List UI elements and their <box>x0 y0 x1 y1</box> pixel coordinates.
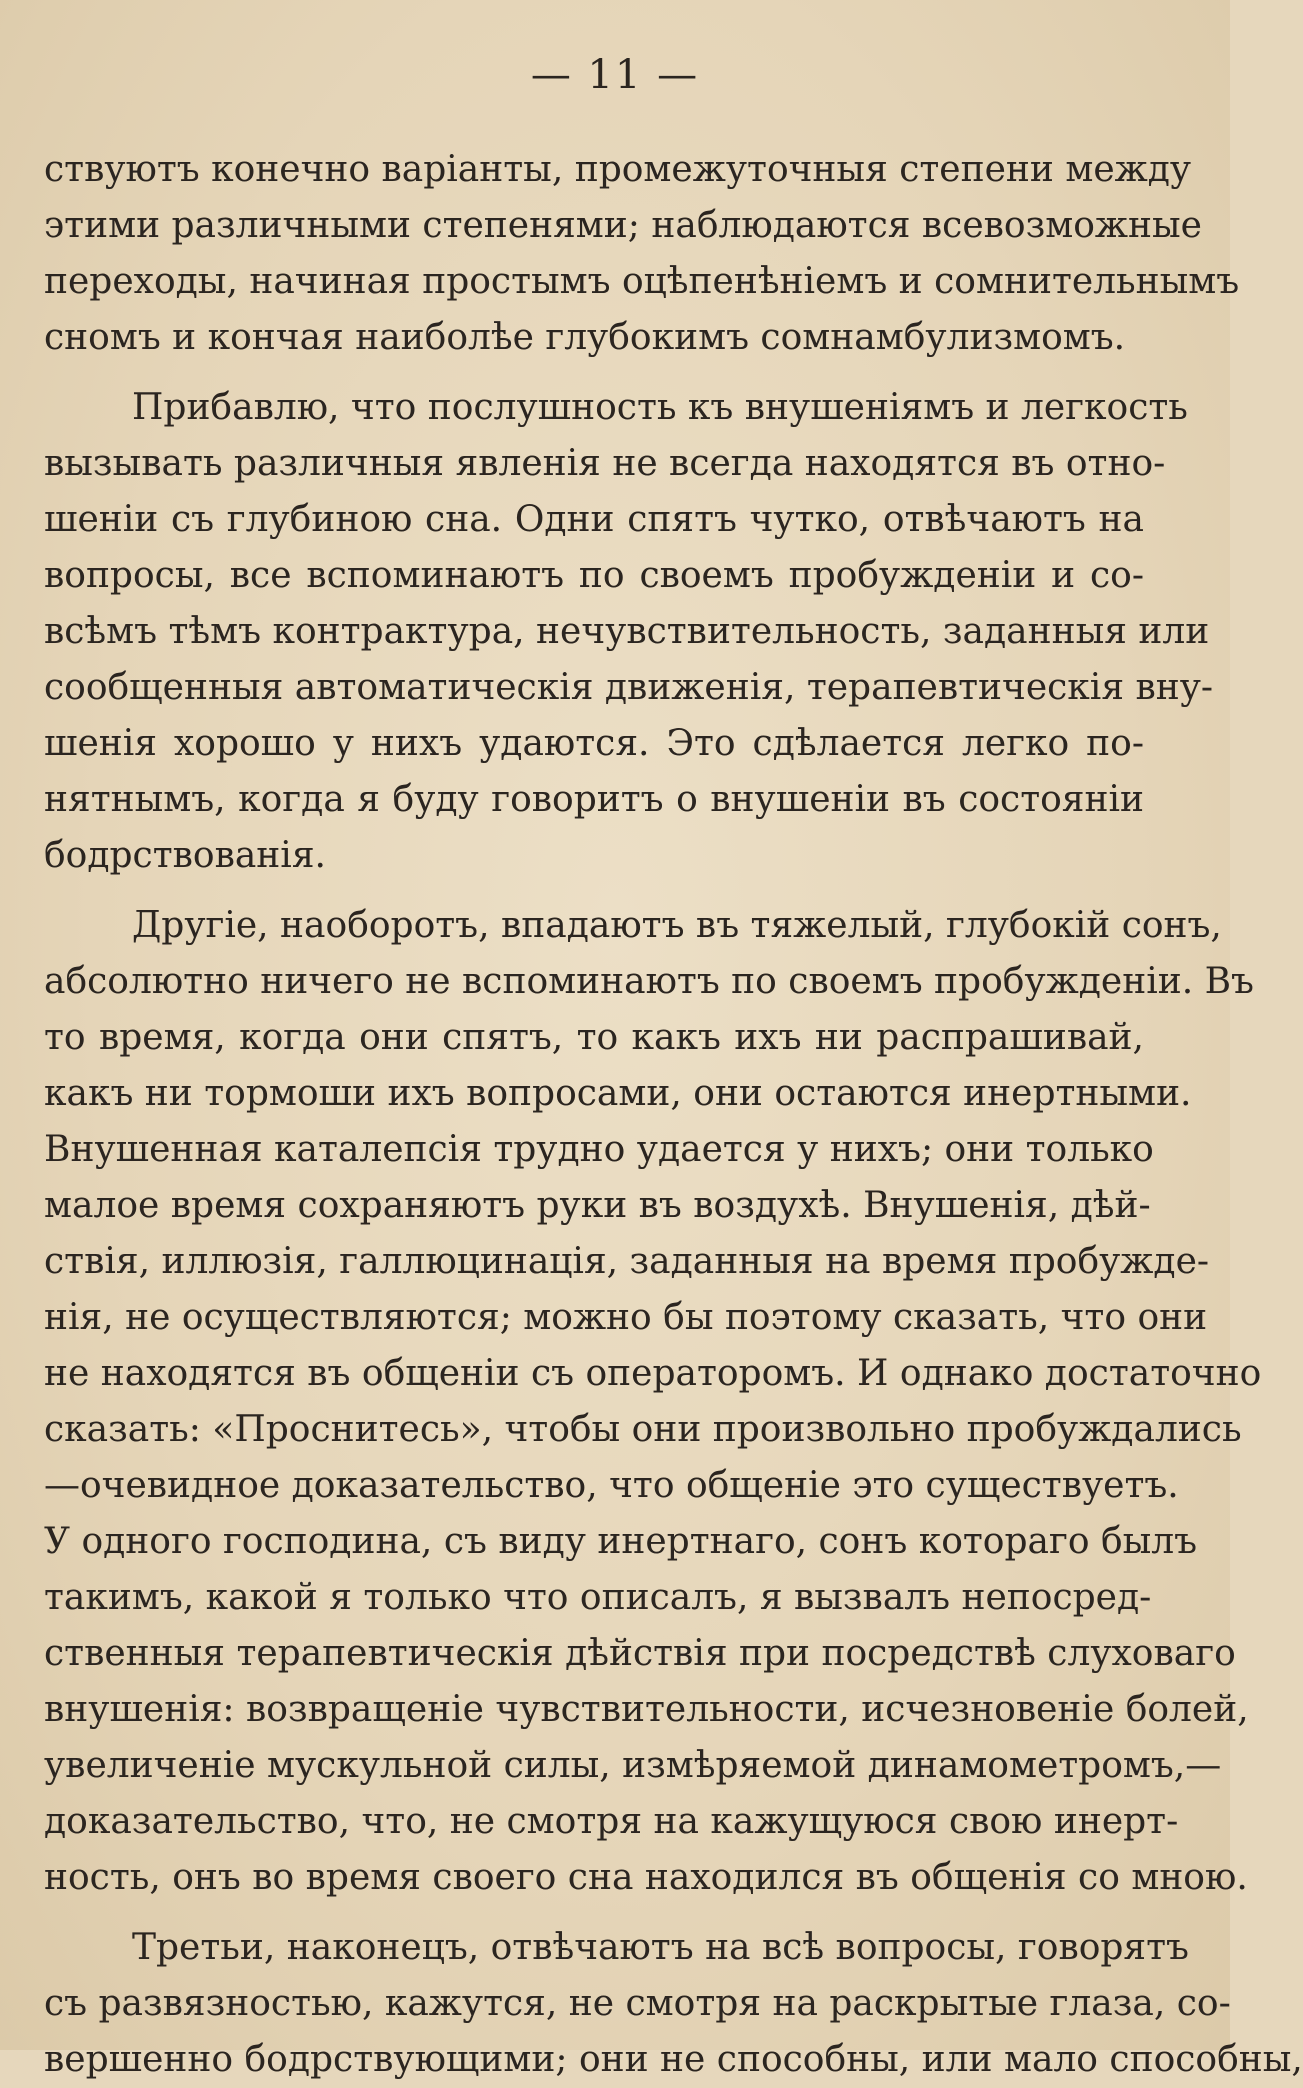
text-line: Прибавлю, что послушность къ внушеніямъ и легкость <box>132 387 1188 428</box>
text-line: Третьи, наконецъ, отвѣчаютъ на всѣ вопросы, говорятъ <box>132 1927 1189 1968</box>
text-line: такимъ, какой я только что описалъ, я вызвалъ непосред- <box>44 1577 1152 1618</box>
body-text <box>44 142 1303 2088</box>
text-line: сообщенныя автоматическія движенія, терапевтическія вну- <box>44 667 1214 708</box>
text-line: увеличеніе мускульной силы, измѣряемой динамометромъ,— <box>44 1745 1222 1786</box>
text-line: сномъ и кончая наиболѣе глубокимъ сомнамбулизмомъ. <box>44 317 1126 358</box>
text-line: не находятся въ общеніи съ операторомъ. И однако достаточно <box>44 1353 1262 1394</box>
page-number: — 11 — <box>530 52 700 98</box>
text-line: вызывать различныя явленія не всегда находятся въ отно- <box>44 443 1166 484</box>
text-line: вопросы, все вспоминаютъ по своемъ пробужденіи и со- <box>44 555 1144 596</box>
text-line: бодрствованія. <box>44 835 326 876</box>
text-line: шенія хорошо у нихъ удаются. Это сдѣлается легко по- <box>44 723 1144 764</box>
text-line: шеніи съ глубиною сна. Одни спятъ чутко, отвѣчаютъ на <box>44 499 1144 540</box>
text-line: внушенія: возвращеніе чувствительности, исчезновеніе болей, <box>44 1689 1249 1730</box>
text-line: —очевидное доказательство, что общеніе это существуетъ. <box>44 1465 1179 1506</box>
paragraph-1 <box>44 142 1240 366</box>
text-line: малое время сохраняютъ руки въ воздухѣ. Внушенія, дѣй- <box>44 1185 1151 1226</box>
text-line: ствія, иллюзія, галлюцинація, заданныя на время пробужде- <box>44 1241 1210 1282</box>
text-line: ственныя терапевтическія дѣйствія при посредствѣ слуховаго <box>44 1633 1236 1674</box>
text-line: нятнымъ, когда я буду говоритъ о внушеніи въ состояніи <box>44 779 1144 820</box>
text-line: Внушенная каталепсія трудно удается у нихъ; они только <box>44 1129 1154 1170</box>
text-line: то время, когда они спятъ, то какъ ихъ ни распрашивай, <box>44 1017 1144 1058</box>
text-line: ность, онъ во время своего сна находился въ общенія со мною. <box>44 1857 1248 1898</box>
paragraph-3 <box>44 898 1262 1906</box>
text-line: вершенно бодрствующими; они не способны, или мало способны, <box>44 2039 1303 2080</box>
text-line: переходы, начиная простымъ оцѣпенѣніемъ и сомнительнымъ <box>44 261 1240 302</box>
text-line: сказать: «Проснитесь», чтобы они произвольно пробуждались <box>44 1409 1242 1450</box>
text-line: нія, не осуществляются; можно бы поэтому сказать, что они <box>44 1297 1208 1338</box>
text-line: Другіе, наоборотъ, впадаютъ въ тяжелый, глубокій сонъ, <box>132 905 1222 946</box>
text-line: абсолютно ничего не вспоминаютъ по своемъ пробужденіи. Въ <box>44 961 1254 1002</box>
text-line: ствуютъ конечно варіанты, промежуточныя степени между <box>44 149 1192 190</box>
text-line: доказательство, что, не смотря на кажущуюся свою инерт- <box>44 1801 1179 1842</box>
text-line: съ развязностью, кажутся, не смотря на раскрытые глаза, со- <box>44 1983 1231 2024</box>
text-line: этими различными степенями; наблюдаются всевозможные <box>44 205 1202 246</box>
paragraph-2 <box>44 380 1214 884</box>
text-line: какъ ни тормоши ихъ вопросами, они остаются инертными. <box>44 1073 1192 1114</box>
text-line: всѣмъ тѣмъ контрактура, нечувствительность, заданныя или <box>44 611 1210 652</box>
text-line: У одного господина, съ виду инертнаго, сонъ котораго былъ <box>44 1521 1198 1562</box>
paragraph-4 <box>44 1920 1303 2088</box>
